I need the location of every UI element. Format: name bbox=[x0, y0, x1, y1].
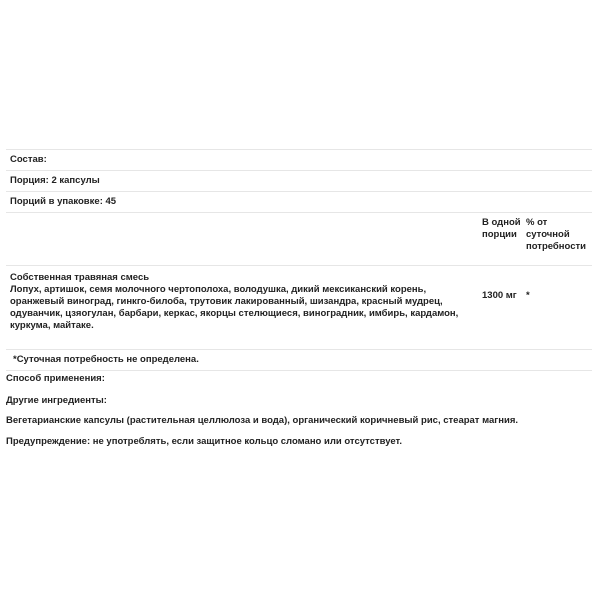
servings-per-container-row: Порций в упаковке: 45 bbox=[6, 191, 592, 212]
other-ingredients: Вегетарианские капсулы (растительная целлюлоза и вода), органический коричневый рис, стеарат магния. bbox=[6, 415, 519, 426]
composition-row: Состав: bbox=[6, 149, 592, 170]
serving-row: Порция: 2 капсулы bbox=[6, 170, 592, 191]
other-ingredients-label: Другие ингредиенты: bbox=[6, 395, 107, 406]
warning-text: Предупреждение: не употреблять, если защитное кольцо сломано или отсутствует. bbox=[6, 436, 402, 447]
footnote: *Суточная потребность не определена. bbox=[6, 349, 592, 371]
table-row bbox=[6, 265, 592, 349]
table-header bbox=[6, 212, 592, 265]
ingredient-amount: 1300 мг bbox=[482, 290, 517, 301]
supplement-facts-table bbox=[6, 149, 592, 371]
per-serving-header: В одной порции bbox=[482, 217, 521, 240]
usage-label: Способ применения: bbox=[6, 373, 105, 384]
ingredient-description: Лопух, артишок, семя молочного чертополоха, володушка, дикий мексиканский корень, оранжевый виноград, гинкго-билоба, трутовик лакированный, шизандра, красный мудрец, одуванчик, цзяогулан, барбари, керкас, якорцы стелющиеся, виноградник, имбирь, кардамон, куркума, майтаке. bbox=[10, 284, 459, 331]
daily-value-header: % от суточной потребности bbox=[526, 217, 586, 252]
ingredient-name: Собственная травяная смесь bbox=[10, 272, 150, 283]
ingredient-dv: * bbox=[526, 290, 530, 301]
